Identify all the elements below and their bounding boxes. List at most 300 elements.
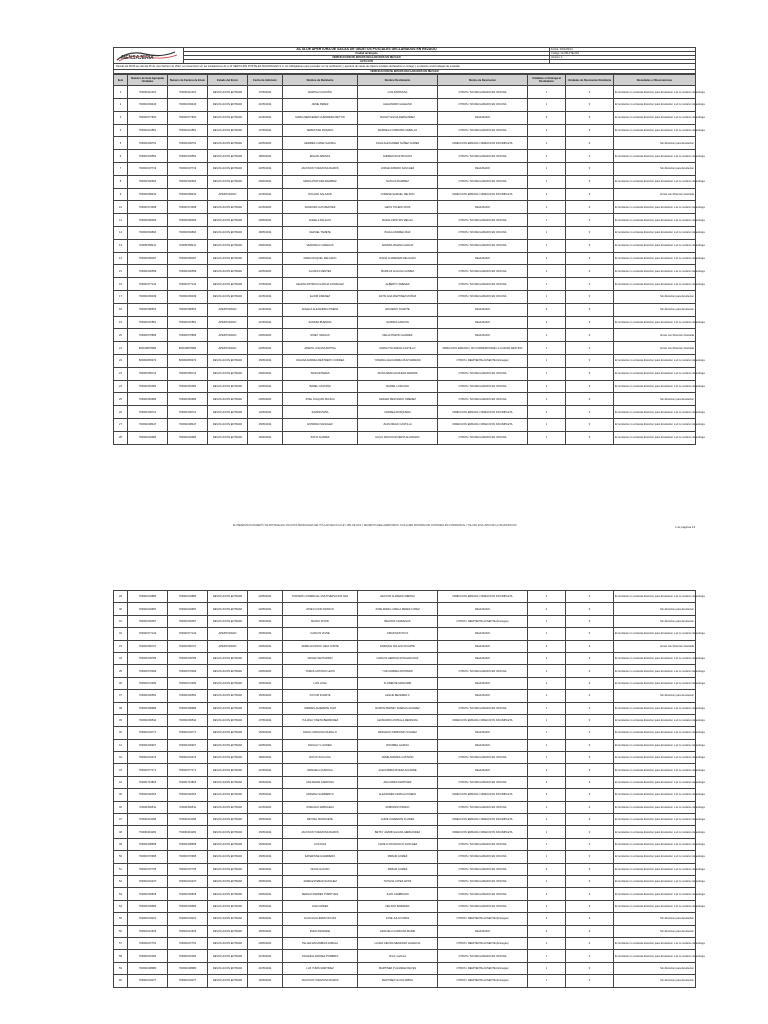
table-cell: JOSE JULIO FIRAS [358,913,438,925]
table-cell: 700001607795 [168,863,208,875]
table-cell: DEVOLUCION ENTIDAD [208,950,248,962]
table-cell: 0 [566,727,614,739]
table-cell: El remitente no contesta direccion para devolucion o el no reclamo de entrega [614,900,696,912]
table-cell: 700001600818 [128,888,168,900]
table-cell: 18/05/2021 [248,752,283,764]
table-cell: OTROS / NO RECLAMADO EN OFICINA [438,875,528,887]
table-cell: 15/05/2021 [248,418,283,431]
table-cell: 700001575836 [128,329,168,342]
table-cell: 15/05/2021 [248,776,283,788]
table-row [114,367,696,380]
table-cell: 700001604401 [168,913,208,925]
table-cell: RAMON PERNEY RUEDAS ALVAREZ [358,702,438,714]
table-cell: 700001592015 [128,789,168,801]
table-cell: MARIEL LOZCANO [358,380,438,393]
table-cell: 0 [566,265,614,278]
table-cell: 46 [114,801,128,813]
table-row [114,252,696,265]
table-cell: 21/05/2021 [248,950,283,962]
table-cell: 700001583306 [128,214,168,227]
table-cell: 16/05/2021 [248,975,283,987]
table-cell: 700001583306 [168,214,208,227]
table-cell: 1 [528,714,566,726]
table-cell: DEVOLUCION ENTIDAD [208,290,248,303]
table-cell: 0 [566,615,614,627]
table-cell: 700001603984 [168,431,208,444]
table-cell: 700001589554 [128,303,168,316]
table-cell: OTROS / NO RECLAMADO EN OFICINA [438,265,528,278]
table-cell: 22/05/2021 [248,342,283,355]
table-cell: 20/05/2021 [248,652,283,664]
table-cell: 700001577171 [128,764,168,776]
shipments-table-page-1 [113,74,705,444]
table-cell: OTROS / NO RECLAMADO EN OFICINA [438,950,528,962]
table-cell: DEVOLUCION ENTIDAD [208,727,248,739]
table-cell: El remitente no contesta direccion para devolucion o el no reclamo de entrega [614,801,696,813]
table-cell: XAVIER PEÑA [283,406,358,419]
table-cell: 1 [528,652,566,664]
table-cell: ALBERTO JIMENEZ [358,278,438,291]
column-header: Item [114,75,128,86]
codigo-field: Codigo: GLOB-FTE-004 [550,52,696,56]
table-cell: JANETH JOHANA BOTINA [283,342,358,355]
table-cell: 31 [114,615,128,627]
table-cell: 700001594664 [168,226,208,239]
table-cell: 53 [114,888,128,900]
table-cell: 1 [528,615,566,627]
table-cell: 15/05/2021 [248,826,283,838]
table-cell: El remitente no contesta direccion para devolucion o el no reclamo de entrega [614,826,696,838]
table-row [114,137,696,150]
table-cell: 700001600542 [128,714,168,726]
table-cell: OTROS / NO RECLAMADO EN OFICINA [438,801,528,813]
table-cell: ALEJANDRO GALEANO [358,99,438,112]
table-cell: 29 [114,591,128,603]
table-cell: 14/05/2021 [248,406,283,419]
table-row [114,329,696,342]
table-cell: APERTURADO [208,342,248,355]
table-cell: 0 [566,290,614,303]
table-cell: ANDRES RUIZ BOGOTA [358,150,438,163]
table-row [114,690,696,702]
table-cell: 700001601473 [128,752,168,764]
table-cell: 15/05/2021 [248,690,283,702]
table-cell: VERONICA CAMEGAS [283,239,358,252]
table-cell: REINALDO PERDOMO SUAREZ [358,727,438,739]
table-cell: DIRECCION ERRADA / DIRECCION INCOMPLETA [438,814,528,826]
table-cell: 0 [566,677,614,689]
table-cell: 0 [566,137,614,150]
column-header: Numero de Factura de Envio [168,75,208,86]
table-row [114,406,696,419]
table-cell: OTROS / REMITENTE AUSENTE (Entregas) [438,615,528,627]
table-cell: 22/05/2021 [248,137,283,150]
table-cell: 26 [114,406,128,419]
table-row [114,900,696,912]
table-cell: El remitente no contesta direccion para devolucion o el no reclamo de entrega [614,406,696,419]
table-row [114,393,696,406]
table-cell: OTROS / NO RECLAMADO EN OFICINA [438,380,528,393]
table-cell: El remitente no contesta direccion para devolucion o el no reclamo de entrega [614,354,696,367]
section-label: VERIFICACION DE ENVIOS DECLARADOS EN REZAGO [114,70,696,74]
table-cell: OTROS / NO RECLAMADO EN OFICINA [438,278,528,291]
table-cell: El remitente no contesta direccion para devolucion o el no reclamo de entrega [614,702,696,714]
table-cell: 32 [114,628,128,640]
table-cell: 700001589440 [168,188,208,201]
table-cell: 700001611401 [168,86,208,99]
table-cell: El remitente no contesta direccion para devolucion o el no reclamo de entrega [614,665,696,677]
table-cell: 700001606049 [168,290,208,303]
table-cell: 0 [566,888,614,900]
table-cell: 0 [566,201,614,214]
table-cell: 21/05/2021 [248,201,283,214]
table-cell: DEVOLUCION ENTIDAD [208,239,248,252]
table-cell: DEVOLUCION ENTIDAD [208,99,248,112]
table-cell: DEVOLUCION ENTIDAD [208,838,248,850]
table-cell: EVER ANDRADE [283,925,358,937]
table-cell: 11 [114,214,128,227]
table-cell: 1 [114,86,128,99]
table-cell: DIRECCION ERRADA / DIRECCION INCOMPLETA [438,826,528,838]
table-cell: 700001600818 [168,888,208,900]
table-cell: 15/05/2021 [248,727,283,739]
table-cell: OTROS / REMITENTE AUSENTE (Entregas) [438,913,528,925]
table-cell: Sin direccion para devolucion [614,690,696,702]
table-cell: 0 [566,937,614,949]
table-cell: 700001612466 [168,925,208,937]
table-cell: SOFIA SUAREZ [283,431,358,444]
table-cell: 700001621851 [128,124,168,137]
table-cell: ALEXANDER ARIZALA PINEDA [358,789,438,801]
table-cell: 700001589440 [128,188,168,201]
table-cell: 700001601183 [168,826,208,838]
table-cell: DEVOLUCION ENTIDAD [208,826,248,838]
company-logo [114,48,184,64]
table-cell: DEVOLUCION ENTIDAD [208,776,248,788]
table-cell: ESTEBAN SANCHEZ [283,418,358,431]
table-cell: DEVOLUCION ENTIDAD [208,863,248,875]
table-cell: YUR ANDREA MONTERO [358,665,438,677]
table-cell: 22 [114,354,128,367]
table-cell: 700001604880 [128,591,168,603]
table-cell: 700001583716 [168,367,208,380]
table-cell: MARGOTH ARENA CASTILLO [358,342,438,355]
table-cell: 2 [528,303,566,316]
table-row [114,727,696,739]
table-cell: SANDRA GARZON [358,316,438,329]
table-cell: REHUSADO [438,764,528,776]
table-cell: 700001577830 [168,111,208,124]
table-cell: ISABEL CASTAÑO [283,380,358,393]
table-cell: 700001608980 [168,962,208,974]
table-cell: REHUSADO [438,727,528,739]
table-cell: 2 [528,591,566,603]
table-cell: 700001609751 [128,137,168,150]
table-cell: REHUSADO [438,316,528,329]
table-cell: 10 [114,201,128,214]
table-cell: Envio con Direccion ilustrada [614,640,696,652]
table-cell: 700001713863 [168,776,208,788]
table-cell: 0 [566,900,614,912]
table-cell: DEVOLUCION ENTIDAD [208,789,248,801]
table-cell: 15/05/2021 [248,814,283,826]
table-cell: JAIME CLEMENTE FLOREZ [358,814,438,826]
table-cell: 16/05/2021 [248,431,283,444]
table-cell: 17/05/2021 [248,124,283,137]
table-cell: 1 [528,888,566,900]
table-cell: REHUSADO [438,690,528,702]
table-cell: JOHN ALEXANDER NUÑEZ GOMEZ [358,137,438,150]
footer-note: EL PRESENTE DOCUMENTO SE PROTEGE EN LOS DATOS PERSONALES DEL TITULAR SEGUN LA LEY 1581 DE 2012 Y DECRETOS REGLAMENTARIOS. CUALQUIER INFORMACION CONTENIDA ES CONFIDENCIAL Y DE USO EXCLUSIVO DE LA ORGANIZACION. [233,525,518,527]
table-cell: DEVOLUCION ENTIDAD [208,714,248,726]
table-cell: 1 [528,137,566,150]
table-cell: OTROS / NO RECLAMADO EN OFICINA [438,290,528,303]
table-cell: 700001600680 [128,900,168,912]
table-cell: OTROS / NO RECLAMADO EN OFICINA [438,900,528,912]
table-cell: 0 [566,303,614,316]
table-cell: 700001577830 [128,111,168,124]
table-cell: 15/05/2021 [248,615,283,627]
table-cell: OTROS / NO RECLAMADO EN OFICINA [438,851,528,863]
table-cell: El remitente no contesta direccion para devolucion o el no reclamo de entrega [614,418,696,431]
table-cell: 700001601473 [168,752,208,764]
table-cell: 0 [566,86,614,99]
table-cell: OSWALDO ARBOLEDA [283,801,358,813]
table-cell: DIRECCION ERRADA / NO CORRESPONDE LA CIUDAD DESTINO [438,342,528,355]
column-header: Numero de Guia Agrupada Unidades [128,75,168,86]
table-cell: 1 [528,975,566,987]
table-cell: 22/05/2021 [248,265,283,278]
table-cell: El remitente no contesta direccion para devolucion o el no reclamo de entrega [614,888,696,900]
table-cell: El remitente no contesta direccion para devolucion o el no reclamo de entrega [614,99,696,112]
table-cell: Victor martinez [358,950,438,962]
table-cell: 0 [566,316,614,329]
table-cell: JACKSON TURAZONA RAMOS [283,162,358,175]
table-cell: 21/05/2021 [248,111,283,124]
table-cell: 0 [566,188,614,201]
table-row [114,124,696,137]
table-cell: OTROS / NO RECLAMADO EN OFICINA [438,175,528,188]
table-cell: Sin direccion para devolucion [614,925,696,937]
header-line-2: VERIFICACION DE ENVIOS DECLARADOS EN REZAGO [184,56,550,60]
table-cell: ALEXANDRA RIVERA AGUIRRE [358,764,438,776]
table-cell: DEVOLUCION ENTIDAD [208,764,248,776]
table-cell: 700001607851 [168,316,208,329]
table-cell: OTROS / NO RECLAMADO EN OFICINA [438,86,528,99]
table-cell: Sin direccion para devolucion [614,913,696,925]
table-cell: 54 [114,900,128,912]
table-row [114,962,696,974]
table-cell: 800018878080 [168,342,208,355]
table-cell: El remitente no contesta direccion para devolucion o el no reclamo de entrega [614,814,696,826]
table-cell: JACKSON TURAZONA RAMOS [283,975,358,987]
table-cell: ENRIQUE SOLANO DUARTE [358,640,438,652]
document-page-2 [113,590,705,1024]
column-header: Unidades de Devolucion Remitente [566,75,614,86]
table-cell: 43 [114,764,128,776]
table-cell: 700001600680 [168,900,208,912]
table-cell: SANDORA LUIS BENITEZ [283,201,358,214]
table-cell: 22/05/2021 [248,162,283,175]
table-cell: 35 [114,665,128,677]
table-cell: El remitente no contesta direccion para devolucion o el no reclamo de entrega [614,628,696,640]
table-cell: LUIS ESPINOSA [358,86,438,99]
table-cell: MARIA PASTORA RAMIREZ [283,175,358,188]
table-cell: NINEY VARGAS [283,329,358,342]
table-cell: 0 [566,801,614,813]
table-cell: 1 [528,764,566,776]
table-cell: HECTOR ALFREDO MEDINA [358,591,438,603]
table-cell: OTROS / NO RECLAMADO EN OFICINA [438,665,528,677]
table-row [114,162,696,175]
table-cell: MAGDY EGUIA FERNANDEZ [358,111,438,124]
table-cell: 700001615094 [128,950,168,962]
table-cell: 1 [528,776,566,788]
table-cell: Sin direccion para devolucion [614,303,696,316]
table-cell: ANA MARIA CARDONA [283,776,358,788]
table-cell: 21 [114,342,128,355]
table-row [114,628,696,640]
table-cell: 8 [114,175,128,188]
table-cell: El remitente no contesta direccion para devolucion o el no reclamo de entrega [614,739,696,751]
table-cell: 700001592015 [168,789,208,801]
table-cell: NATALIA RAMIREZ [358,175,438,188]
table-cell: GEOS TOLEDO ROIS [358,201,438,214]
table-cell: HERMES LOPEZ GAVIRIA [283,137,358,150]
table-cell: 700001568211 [128,239,168,252]
table-cell: 2 [114,99,128,112]
table-cell: 22/05/2021 [248,603,283,615]
table-cell: 1 [528,162,566,175]
table-cell: El remitente no contesta direccion para devolucion o el no reclamo de entrega [614,150,696,163]
header-line-3: ACTA N.05 [184,60,550,64]
table-cell: 17/05/2021 [248,702,283,714]
table-cell: 700001568211 [168,239,208,252]
table-cell: MARIA MERCEDES GUERRERO BETTIN [283,111,358,124]
table-cell: 15/05/2021 [248,354,283,367]
table-cell: 18/05/2021 [248,226,283,239]
table-cell: El remitente no contesta direccion para devolucion o el no reclamo de entrega [614,652,696,664]
table-cell: 59 [114,962,128,974]
table-cell: JUAN CAMBRANO [358,888,438,900]
table-cell: 48 [114,826,128,838]
table-cell: DEVOLUCION ENTIDAD [208,665,248,677]
table-row [114,380,696,393]
table-cell: ANA MARIA MARTINEZ [358,776,438,788]
table-column-headers [114,75,696,86]
table-cell: OTROS / NO RECLAMADO EN OFICINA [438,214,528,227]
table-cell: 700001672480 [128,677,168,689]
table-cell: DEVOLUCION ENTIDAD [208,851,248,863]
intro-paragraph: Siendo las 09:00 am del dia 05 de mes Febrero de 2022, se presentaron en las instalaciones de 4-72 SERVICIOS POSTALES NACIONALES S.A. los trabajadores para proceder con la verificacion y apertura de sacas de objetos postales declarados en rezago y su destino a las bodegas de custodia. [114,64,696,70]
table-row [114,175,696,188]
table-cell: DEVOLUCION ENTIDAD [208,752,248,764]
table-cell: 15/05/2021 [248,875,283,887]
table-cell: Sin direccion para devolucion [614,615,696,627]
table-cell: 40 [114,727,128,739]
table-cell: EDGAR ARENAS [283,150,358,163]
table-row [114,801,696,813]
table-cell: 700001713863 [128,776,168,788]
table-cell: DEVOLUCION ENTIDAD [208,367,248,380]
table-cell: YORIANA ALEXANDRA RUIZ MARENO [358,354,438,367]
table-cell: 700001609751 [168,137,208,150]
table-cell: APERTURADO [208,329,248,342]
table-cell: 700001609714 [168,406,208,419]
table-cell: 9 [114,188,128,201]
table-cell: 1 [528,962,566,974]
table-cell: DEVOLUCION ENTIDAD [208,354,248,367]
table-cell: El remitente no contesta direccion para devolucion o el no reclamo de entrega [614,278,696,291]
table-cell: 700001607795 [128,863,168,875]
table-cell: MAGALY G GOMEZ [283,739,358,751]
table-cell: 1 [528,226,566,239]
table-row [114,418,696,431]
table-cell: ZAYIN ANA MARTINEZ MUÑOZ [358,290,438,303]
table-cell: 700001594057 [128,615,168,627]
table-cell: REHUSADO [438,201,528,214]
column-header: Estado del Envio [208,75,248,86]
table-cell: 20/05/2021 [248,888,283,900]
table-cell: 1 [528,354,566,367]
table-cell: 1 [528,252,566,265]
table-cell: 0 [566,329,614,342]
table-cell: OTROS / NO RECLAMADO EN OFICINA [438,702,528,714]
table-cell: 17/05/2021 [248,278,283,291]
table-row [114,851,696,863]
table-cell: 2 [528,863,566,875]
table-cell: OTROS / REMITENTE AUSENTE (Entregas) [438,937,528,949]
table-cell: GRACIELA CARDONA MARIN [358,925,438,937]
table-cell: 21/05/2021 [248,188,283,201]
table-cell: 700001611401 [128,86,168,99]
table-cell: 700001647761 [168,937,208,949]
table-cell: 1 [528,265,566,278]
table-cell: OTROS / NO RECLAMADO EN OFICINA [438,431,528,444]
table-cell: DEVOLUCION ENTIDAD [208,739,248,751]
table-cell: 56 [114,925,128,937]
table-row [114,826,696,838]
table-cell: LUIS LUNA [283,677,358,689]
table-cell: 18 [114,303,128,316]
table-cell: Sin direccion para devolucion [614,393,696,406]
table-cell: 1 [528,677,566,689]
table-cell: 49 [114,838,128,850]
svg-text:MENSAJERIA: MENSAJERIA [121,54,154,61]
table-cell: MANUELA QUIROGA [283,764,358,776]
table-cell: Envio con Direccion ilustrada [614,329,696,342]
table-cell: 52 [114,875,128,887]
table-cell: 39 [114,714,128,726]
table-cell: 21/05/2021 [248,764,283,776]
table-cell: El remitente no contesta direccion para devolucion o el no reclamo de entrega [614,851,696,863]
table-cell: DEVOLUCION ENTIDAD [208,888,248,900]
table-cell: 24 [114,380,128,393]
table-cell: 700001608658 [128,838,168,850]
table-cell: 19 [114,316,128,329]
table-cell: 700001577144 [128,278,168,291]
logo-icon [115,49,179,63]
table-cell: 28 [114,431,128,444]
table-cell: 700001583727 [128,640,168,652]
table-cell: DIANA MERI AGUILERA FERRINI [358,367,438,380]
table-row [114,789,696,801]
table-row [114,714,696,726]
table-cell: Sin direccion para devolucion [614,162,696,175]
table-cell: DEVOLUCION ENTIDAD [208,677,248,689]
table-cell: El remitente no contesta direccion para devolucion o el no reclamo de entrega [614,752,696,764]
table-cell: DEVOLUCION ENTIDAD [208,814,248,826]
